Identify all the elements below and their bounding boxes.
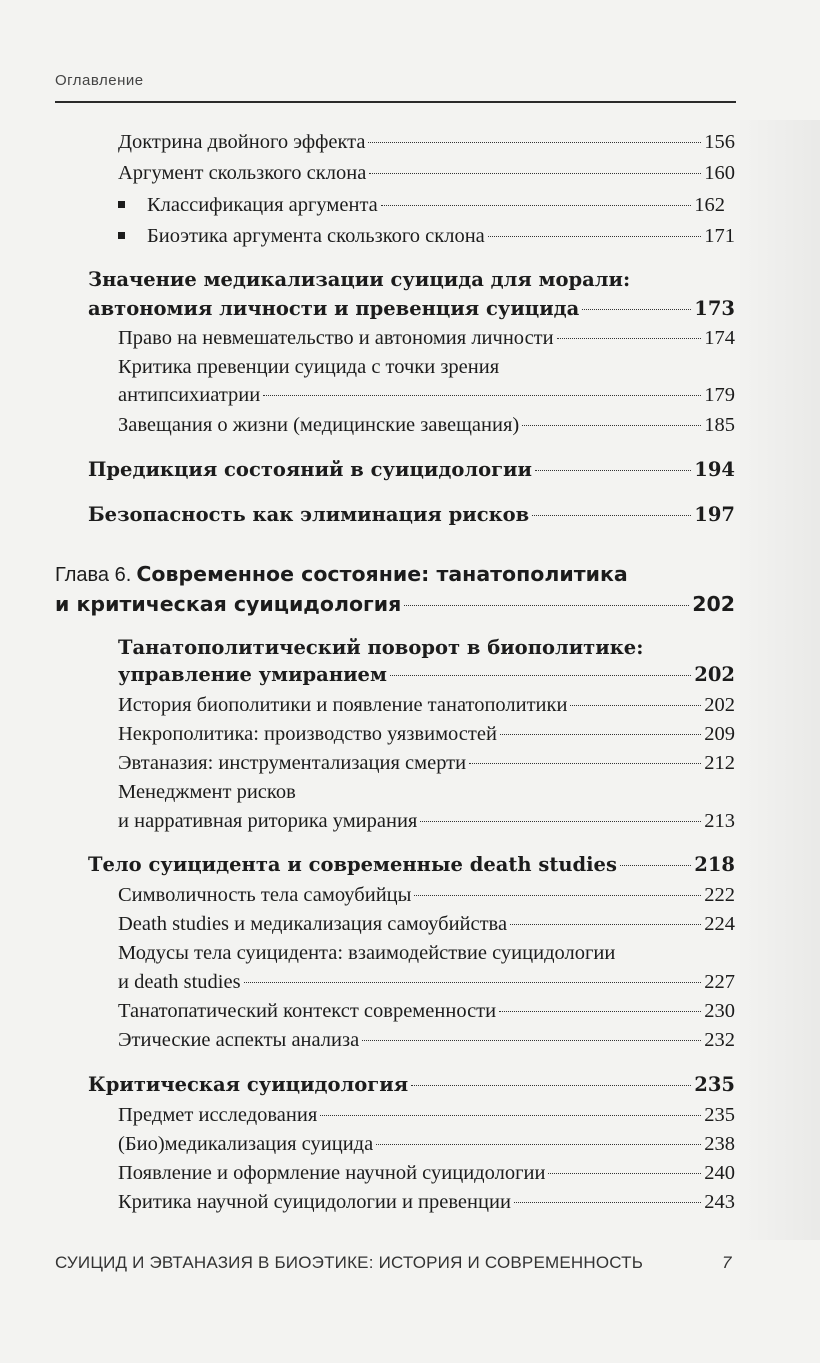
toc-entry[interactable] (118, 221, 735, 251)
toc-entry-title: (Био)медикализация суицида (118, 1133, 374, 1155)
toc-entry[interactable] (118, 1129, 735, 1159)
toc-entry-page: 185 (704, 414, 735, 436)
toc-entry[interactable] (118, 380, 735, 410)
leader-dots (381, 205, 691, 206)
toc-entry[interactable] (118, 690, 735, 720)
toc-entry-page: 156 (704, 131, 735, 153)
toc-entry-page: 232 (704, 1029, 735, 1051)
leader-dots (620, 865, 691, 866)
toc-entry-page: 209 (704, 723, 735, 745)
leader-dots (469, 763, 701, 764)
toc-entry-page: 171 (704, 225, 735, 247)
toc-entry-page: 202 (704, 694, 735, 716)
toc-entry[interactable] (118, 719, 735, 749)
toc-entry-title-line1: Критика превенции суицида с точки зрения (118, 356, 500, 378)
toc-entry-title-line1: Танатополитический поворот в биополитике: (118, 636, 644, 659)
toc-section-entry[interactable] (88, 500, 735, 530)
leader-dots (263, 395, 701, 396)
toc-entry[interactable] (118, 996, 735, 1026)
leader-dots (362, 1040, 701, 1041)
toc-entry-title: и нарративная риторика умирания (118, 810, 418, 832)
toc-entry-title: Аргумент скользкого склона (118, 162, 367, 184)
toc-entry-title-line1: Модусы тела суицидента: взаимодействие суицидологии (118, 942, 616, 964)
leader-dots (522, 425, 701, 426)
toc-entry-page: 238 (704, 1133, 735, 1155)
toc-entry-title: Предикция состояний в суицидологии (88, 458, 532, 481)
toc-entry-title: Эвтаназия: инструментализация смерти (118, 752, 467, 774)
toc-entry-page: 224 (704, 913, 735, 935)
leader-dots (514, 1202, 701, 1203)
toc-entry[interactable] (118, 748, 735, 778)
toc-entry-title: Символичность тела самоубийцы (118, 884, 412, 906)
leader-dots (404, 605, 689, 606)
toc-entry-title: Право на невмешательство и автономия личности (118, 327, 554, 349)
toc-entry[interactable] (118, 410, 735, 440)
toc-entry-title: Классификация аргумента (147, 194, 378, 216)
toc-entry-page: 240 (704, 1162, 735, 1184)
toc-entry-page: 235 (694, 1073, 735, 1096)
toc-entry-page: 222 (704, 884, 735, 906)
running-footer: СУИЦИД И ЭВТАНАЗИЯ В БИОЭТИКЕ: ИСТОРИЯ И СОВРЕМЕННОСТЬ (55, 1253, 644, 1272)
running-header: Оглавление (55, 72, 144, 89)
toc-entry-title: Тело суицидента и современные death studies (88, 853, 617, 876)
chapter-heading-line1 (55, 559, 628, 590)
toc-entry[interactable] (118, 158, 735, 188)
leader-dots (411, 1085, 691, 1086)
toc-entry[interactable] (118, 967, 735, 997)
toc-entry-title: и критическая суицидология (55, 592, 402, 616)
toc-entry-page: 162 (694, 194, 725, 216)
chapter-title-line1: Современное состояние: танатополитика (136, 562, 628, 586)
page-number: 7 (722, 1253, 732, 1272)
chapter-entry[interactable] (55, 589, 735, 619)
toc-entry-title: Этические аспекты анализа (118, 1029, 360, 1051)
toc-entry[interactable] (118, 1158, 735, 1188)
toc-entry-title: Биоэтика аргумента скользкого склона (147, 225, 485, 247)
toc-entry[interactable] (118, 1100, 735, 1130)
bullet-icon (118, 232, 125, 239)
toc-entry[interactable] (118, 127, 735, 157)
leader-dots (390, 675, 691, 676)
toc-entry-title-line1: Менеджмент рисков (118, 781, 296, 803)
toc-entry-page: 173 (694, 297, 735, 320)
toc-entry-page: 202 (692, 592, 735, 616)
toc-entry-title: Появление и оформление научной суицидологии (118, 1162, 546, 1184)
chapter-label: Глава 6. (55, 564, 132, 586)
toc-entry-title: Доктрина двойного эффекта (118, 131, 366, 153)
toc-entry-title: Критическая суицидология (88, 1073, 409, 1096)
leader-dots (488, 236, 701, 237)
leader-dots (582, 309, 691, 310)
toc-entry[interactable] (118, 880, 735, 910)
toc-entry-title: Критика научной суицидологии и превенции (118, 1191, 511, 1213)
leader-dots (376, 1144, 701, 1145)
toc-section-entry[interactable] (88, 850, 735, 880)
toc-entry[interactable] (118, 190, 725, 220)
leader-dots (548, 1173, 701, 1174)
toc-entry-page: 194 (694, 458, 735, 481)
toc-entry-title: Некрополитика: производство уязвимостей (118, 723, 497, 745)
toc-entry-page: 213 (704, 810, 735, 832)
leader-dots (368, 142, 701, 143)
leader-dots (570, 705, 701, 706)
toc-entry[interactable] (118, 1187, 735, 1217)
toc-entry-title: Предмет исследования (118, 1104, 318, 1126)
leader-dots (420, 821, 701, 822)
toc-entry[interactable] (118, 323, 735, 353)
toc-section-entry[interactable] (88, 1070, 735, 1100)
toc-entry-title: управление умиранием (118, 663, 387, 686)
leader-dots (510, 924, 701, 925)
toc-entry-page: 212 (704, 752, 735, 774)
toc-entry-page: 202 (694, 663, 735, 686)
toc-entry-title: Безопасность как элиминация рисков (88, 503, 530, 526)
toc-section-entry[interactable] (88, 294, 735, 324)
toc-entry-title: и death studies (118, 971, 241, 993)
toc-entry[interactable] (118, 806, 735, 836)
bullet-icon (118, 201, 125, 208)
leader-dots (557, 338, 702, 339)
toc-entry-page: 179 (704, 384, 735, 406)
toc-entry-title: антипсихиатрии (118, 384, 261, 406)
toc-entry-title: История биополитики и появление танатополитики (118, 694, 568, 716)
toc-entry-page: 174 (704, 327, 735, 349)
toc-entry-page: 218 (694, 853, 735, 876)
toc-entry-title-line1: Значение медикализации суицида для морали: (88, 268, 631, 291)
leader-dots (369, 173, 701, 174)
leader-dots (320, 1115, 701, 1116)
toc-entry-page: 227 (704, 971, 735, 993)
leader-dots (500, 734, 701, 735)
leader-dots (499, 1011, 701, 1012)
toc-entry-title: Завещания о жизни (медицинские завещания) (118, 414, 520, 436)
toc-entry-title: Танатопатический контекст современности (118, 1000, 497, 1022)
toc-entry[interactable] (118, 1025, 735, 1055)
toc-entry[interactable] (118, 909, 735, 939)
leader-dots (244, 982, 702, 983)
leader-dots (414, 895, 701, 896)
toc-entry-page: 160 (704, 162, 735, 184)
leader-dots (535, 470, 691, 471)
toc-entry-page: 243 (704, 1191, 735, 1213)
toc-entry-page: 230 (704, 1000, 735, 1022)
toc-entry-title: Death studies и медикализация самоубийства (118, 913, 508, 935)
toc-entry-page: 235 (704, 1104, 735, 1126)
toc-section-entry[interactable] (88, 455, 735, 485)
toc-entry-title: автономия личности и превенция суицида (88, 297, 580, 320)
toc-section-entry[interactable] (118, 660, 735, 690)
leader-dots (532, 515, 691, 516)
toc-entry-page: 197 (694, 503, 735, 526)
